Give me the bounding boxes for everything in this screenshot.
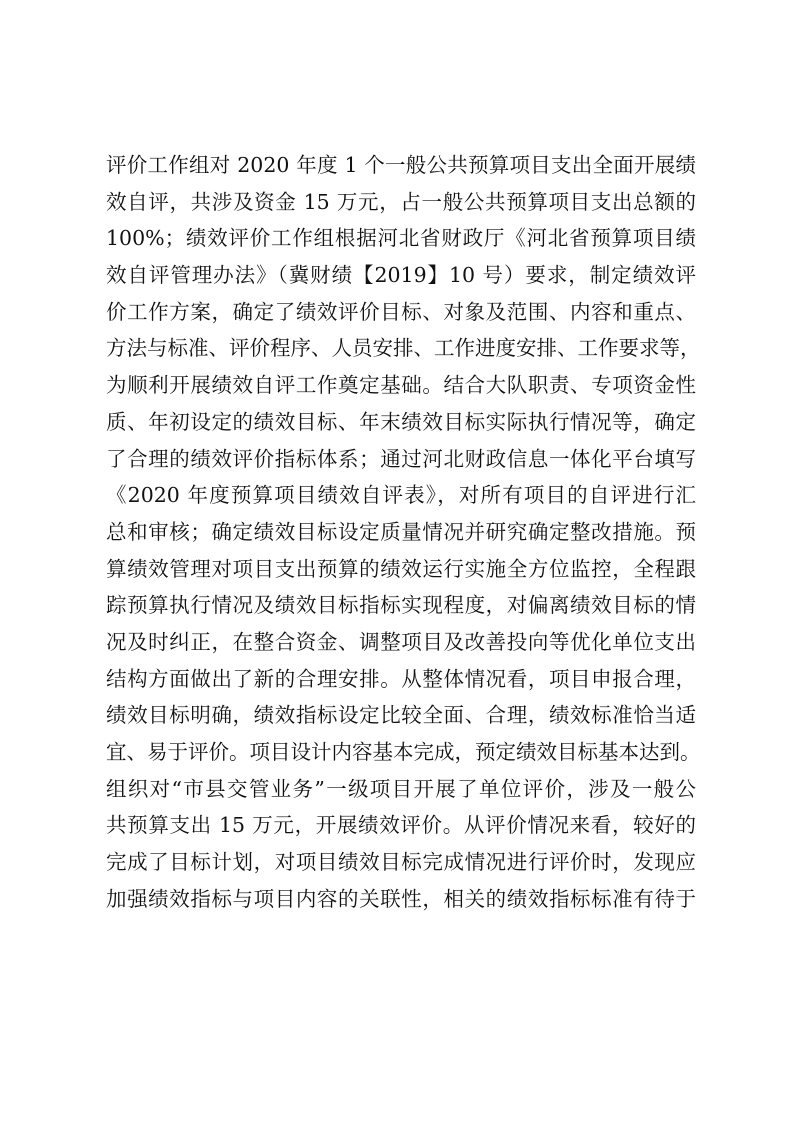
text-line: 为顺利开展绩效自评工作奠定基础。结合大队职责、专项资金性 <box>106 373 696 398</box>
text-line: 共预算支出 15 万元，开展绩效评价。从评价情况来看，较好的 <box>106 813 696 838</box>
text-line: 100%；绩效评价工作组根据河北省财政厅《河北省预算项目绩 <box>106 226 696 251</box>
text-line: 宜、易于评价。项目设计内容基本完成，预定绩效目标基本达到。 <box>106 740 701 764</box>
text-line: 踪预算执行情况及绩效目标指标实现程度，对偏离绩效目标的情 <box>106 593 696 618</box>
text-line: 完成了目标计划，对项目绩效目标完成情况进行评价时，发现应 <box>106 850 696 875</box>
text-line: 绩效目标明确，绩效指标设定比较全面、合理，绩效标准恰当适 <box>106 703 696 728</box>
text-line: 评价工作组对 2020 年度 1 个一般公共预算项目支出全面开展绩 <box>106 153 696 177</box>
text-line: 效自评管理办法》（冀财绩【2019】10 号）要求，制定绩效评 <box>106 263 696 288</box>
text-line: 价工作方案，确定了绩效评价目标、对象及范围、内容和重点、 <box>106 299 696 324</box>
text-line: 总和审核；确定绩效目标设定质量情况并研究确定整改措施。预 <box>106 519 696 544</box>
text-line: 了合理的绩效评价指标体系；通过河北财政信息一体化平台填写 <box>106 446 696 471</box>
text-line: 加强绩效指标与项目内容的关联性，相关的绩效指标标准有待于 <box>106 886 696 911</box>
text-line: 《2020 年度预算项目绩效自评表》，对所有项目的自评进行汇 <box>106 483 696 508</box>
text-line: 效自评，共涉及资金 15 万元，占一般公共预算项目支出总额的 <box>106 189 696 214</box>
text-line: 质、年初设定的绩效目标、年末绩效目标实际执行情况等，确定 <box>106 409 696 434</box>
body-text <box>106 147 701 917</box>
text-line: 算绩效管理对项目支出预算的绩效运行实施全方位监控，全程跟 <box>106 556 696 581</box>
text-line: 方法与标准、评价程序、人员安排、工作进度安排、工作要求等， <box>106 336 701 361</box>
text-line: 组织对“市县交管业务”一级项目开展了单位评价，涉及一般公 <box>106 776 696 801</box>
text-line: 况及时纠正，在整合资金、调整项目及改善投向等优化单位支出 <box>106 629 696 654</box>
text-line: 结构方面做出了新的合理安排。从整体情况看，项目申报合理， <box>106 666 696 691</box>
